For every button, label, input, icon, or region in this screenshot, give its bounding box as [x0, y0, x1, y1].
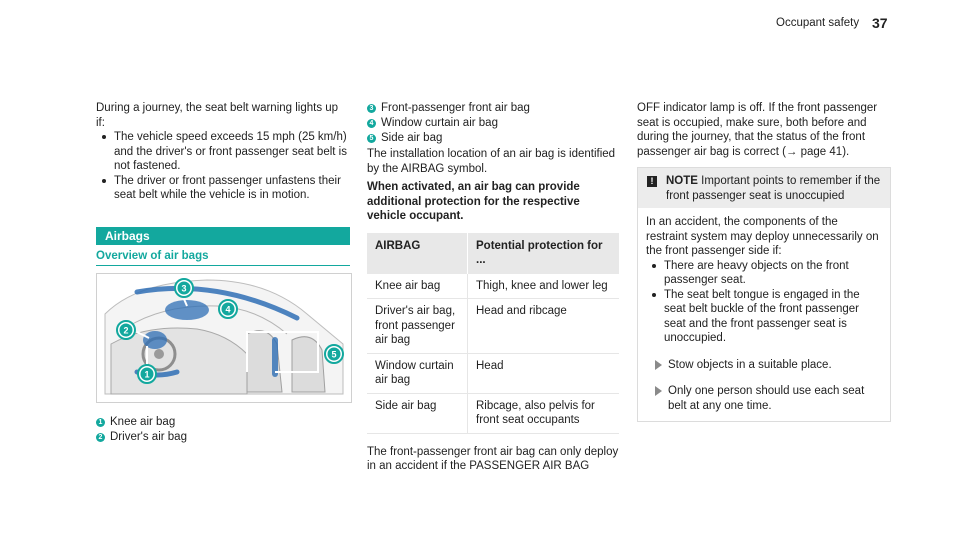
column-1 [96, 101, 350, 203]
table-row [367, 393, 619, 433]
car-interior-drawing [97, 274, 351, 402]
legend-label: Front-passenger front air bag [381, 102, 530, 114]
table-cell: Ribcage, also pelvis for front seat occupants [468, 393, 620, 433]
action-item [646, 358, 882, 373]
table-header: AIRBAG [367, 233, 468, 274]
list-item: The driver or front passenger unfastens their seat belt while the vehicle is in motion. [96, 174, 350, 203]
callout-5 [325, 345, 343, 363]
table-row [367, 353, 619, 393]
table-cell: Window curtain air bag [367, 353, 468, 393]
installation-text: The installation location of an air bag is identified by the AIRBAG symbol. [367, 148, 616, 175]
legend-item [96, 415, 350, 430]
note-header [638, 168, 890, 208]
page-number: 37 [872, 15, 888, 31]
warning-icon: ! [647, 176, 657, 187]
airbag-protection-table [367, 233, 619, 434]
legend-label: Window curtain air bag [381, 117, 498, 129]
list-item: The seat belt tongue is engaged in the seat belt buckle of the front passenger seat and the front passenger seat is unoccupied. [646, 288, 882, 346]
callout-1 [138, 365, 156, 383]
list-item: There are heavy objects on the front passenger seat. [646, 259, 882, 288]
legend-item [367, 131, 619, 146]
legend-item [367, 101, 619, 116]
callout-4 [219, 300, 237, 318]
activation-text: When activated, an air bag can provide additional protection for the respective vehicle occupant. [367, 181, 580, 222]
legend-label: Knee air bag [110, 416, 176, 428]
note-intro: In an accident, the components of the restraint system may deploy unnecessarily on the front passenger side if: [646, 216, 879, 257]
play-arrow-icon [655, 360, 662, 370]
number-badge: 1 [96, 418, 105, 427]
legend-label: Side air bag [381, 132, 443, 144]
play-arrow-icon [655, 386, 662, 396]
number-badge: 4 [367, 119, 376, 128]
note-box [637, 167, 891, 422]
legend-item [367, 116, 619, 131]
action-text: Only one person should use each seat belt at any one time. [668, 385, 865, 412]
legend-item [96, 430, 350, 445]
table-header-row [367, 233, 619, 274]
number-badge: 5 [367, 134, 376, 143]
status-text: OFF indicator lamp is off. If the front passenger seat is occupied, make sure, both before and during the journey, that the status of the front passenger air bag is correct (→ page 41). [637, 102, 878, 158]
number-badge: 3 [367, 104, 376, 113]
warning-conditions-list [96, 130, 350, 203]
table-cell: Side air bag [367, 393, 468, 433]
legend-label: Driver's air bag [110, 431, 187, 443]
table-cell: Thigh, knee and lower leg [468, 274, 620, 299]
intro-text: During a journey, the seat belt warning lights up if: [96, 102, 339, 129]
table-row [367, 299, 619, 354]
note-conditions-list [646, 259, 882, 346]
column-3 [637, 101, 890, 422]
action-text: Stow objects in a suitable place. [668, 358, 832, 371]
table-cell: Knee air bag [367, 274, 468, 299]
note-title: Important points to remember if the front passenger seat is unoccupied [666, 175, 881, 202]
passenger-airbag-text: The front-passenger front air bag can only deploy in an accident if the PASSENGER AIR BAG [367, 445, 619, 472]
callout-label: 2 [123, 325, 129, 336]
callout-2 [117, 321, 135, 339]
legend-list-1 [96, 415, 350, 445]
callout-label: 4 [225, 304, 231, 315]
list-item: The vehicle speed exceeds 15 mph (25 km/h) and the driver's or front passenger seat belt is not fastened. [96, 130, 350, 174]
section-header: Occupant safety [776, 17, 860, 29]
callout-label: 5 [331, 349, 337, 360]
number-badge: 2 [96, 433, 105, 442]
column-2 [367, 101, 619, 474]
table-row [367, 274, 619, 299]
callout-label: 1 [144, 369, 150, 380]
airbag-illustration [96, 273, 352, 403]
table-cell: Head and ribcage [468, 299, 620, 354]
table-cell: Driver's air bag, front passenger air bag [367, 299, 468, 354]
table-cell: Head [468, 353, 620, 393]
section-title-bar: Airbags [96, 227, 350, 245]
subsection-title: Overview of air bags [96, 250, 350, 266]
note-body [638, 208, 890, 421]
callout-3 [175, 279, 193, 297]
callout-label: 3 [181, 283, 187, 294]
table-header: Potential protection for ... [468, 233, 620, 274]
note-label: NOTE [666, 175, 698, 187]
action-item [646, 384, 882, 413]
